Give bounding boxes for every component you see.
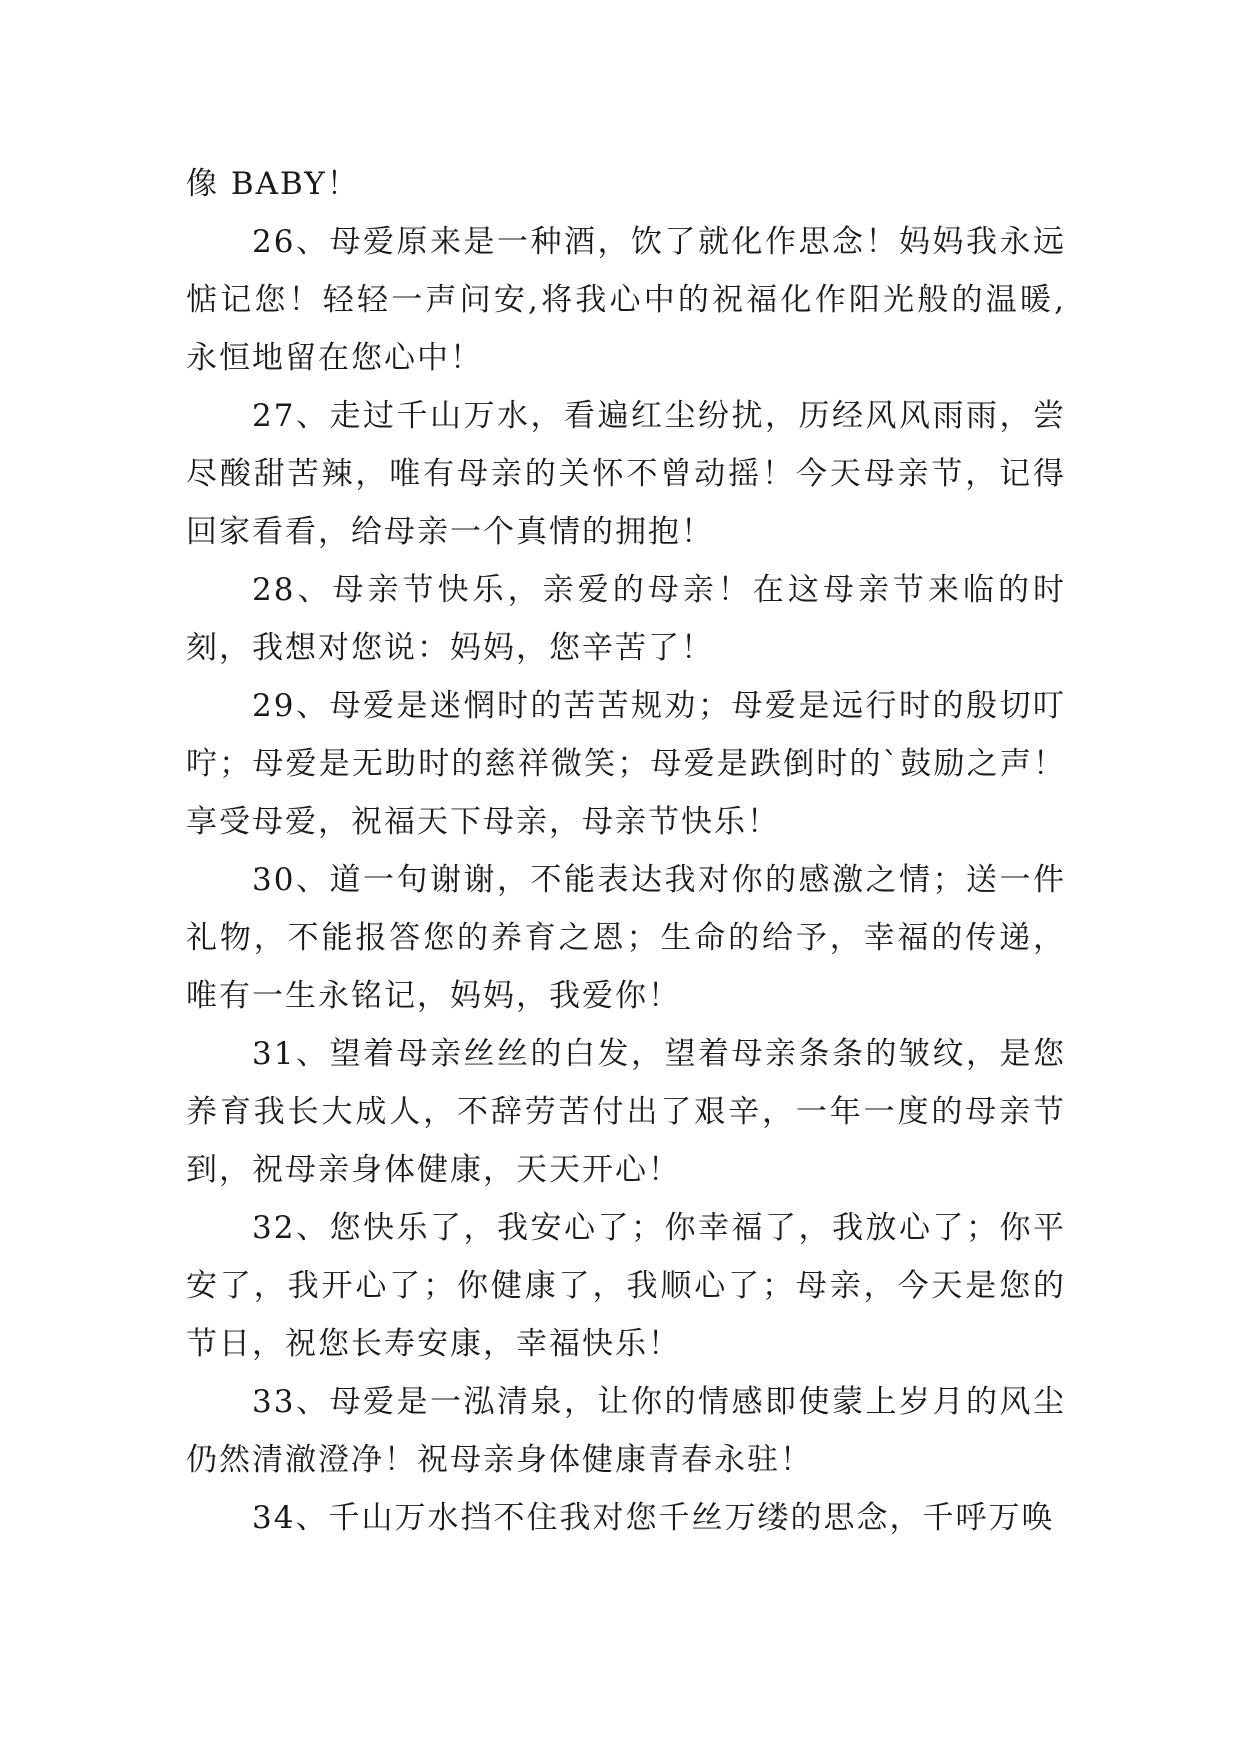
paragraph-33: 33、母爱是一泓清泉，让你的情感即使蒙上岁月的风尘仍然清澈澄净！祝母亲身体健康青春永驻！ xyxy=(186,1384,1066,1478)
paragraph-26: 26、母爱原来是一种酒，饮了就化作思念！妈妈我永远惦记您！轻轻一声问安,将我心中的祝福化作阳光般的温暖,永恒地留在您心中！ xyxy=(186,224,1066,376)
paragraph-31: 31、望着母亲丝丝的白发，望着母亲条条的皱纹，是您养育我长大成人，不辞劳苦付出了艰辛，一年一度的母亲节到，祝母亲身体健康，天天开心！ xyxy=(186,1036,1066,1188)
paragraph-30: 30、道一句谢谢，不能表达我对你的感激之情；送一件礼物，不能报答您的养育之恩；生命的给予，幸福的传递，唯有一生永铭记，妈妈，我爱你！ xyxy=(186,862,1066,1014)
paragraph-29: 29、母爱是迷惘时的苦苦规劝；母爱是远行时的殷切叮咛；母爱是无助时的慈祥微笑；母爱是跌倒时的`鼓励之声！享受母爱，祝福天下母亲，母亲节快乐！ xyxy=(186,688,1066,840)
paragraph-34: 34、千山万水挡不住我对您千丝万缕的思念，千呼万唤 xyxy=(252,1500,1055,1536)
paragraph-28: 28、母亲节快乐，亲爱的母亲！在这母亲节来临的时刻，我想对您说：妈妈，您辛苦了！ xyxy=(186,572,1066,666)
paragraph-32: 32、您快乐了，我安心了；你幸福了，我放心了；你平安了，我开心了；你健康了，我顺心了；母亲，今天是您的节日，祝您长寿安康，幸福快乐！ xyxy=(186,1210,1066,1362)
document-body xyxy=(186,155,1066,1547)
paragraph-27: 27、走过千山万水，看遍红尘纷扰，历经风风雨雨，尝尽酸甜苦辣，唯有母亲的关怀不曾动摇！今天母亲节，记得回家看看，给母亲一个真情的拥抱！ xyxy=(186,398,1066,550)
paragraph-continuation: 像 BABY！ xyxy=(186,166,360,202)
